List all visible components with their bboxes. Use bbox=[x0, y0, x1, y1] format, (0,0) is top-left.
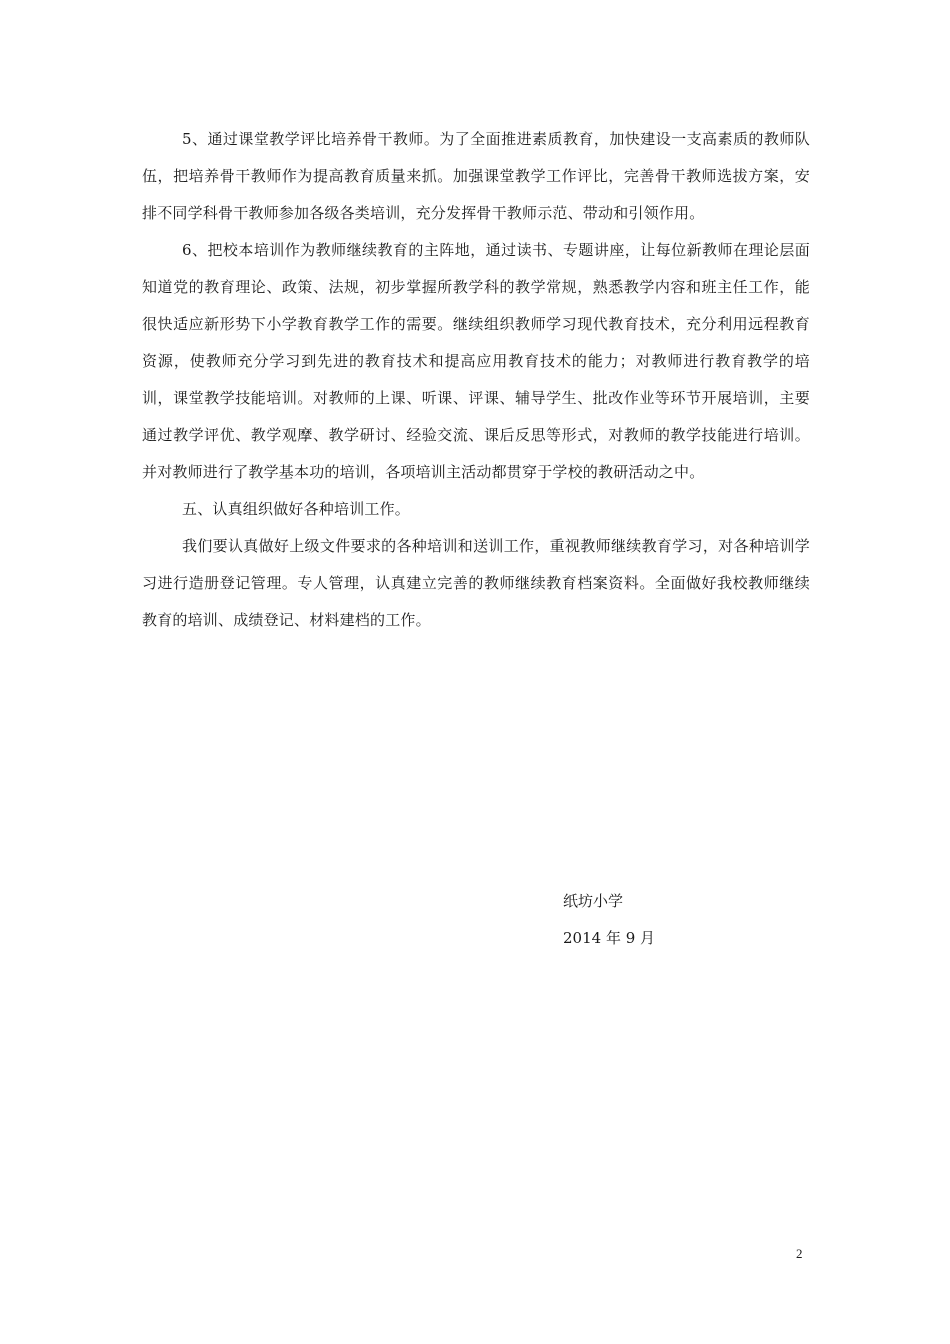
paragraph-item-6: 6、把校本培训作为教师继续教育的主阵地，通过读书、专题讲座，让每位新教师在理论层面知道党的教育理论、政策、法规，初步掌握所教学科的教学常规，熟悉教学内容和班主任工作，能很快适应新形势下小学教育教学工作的需要。继续组织教师学习现代教育技术，充分利用远程教育资源，使教师充分学习到先进的教育技术和提高应用教育技术的能力；对教师进行教育教学的培训，课堂教学技能培训。对教师的上课、听课、评课、辅导学生、批改作业等环节开展培训，主要通过教学评优、教学观摩、教学研讨、经验交流、课后反思等形式，对教师的教学技能进行培训。并对教师进行了教学基本功的培训，各项培训主活动都贯穿于学校的教研活动之中。 bbox=[142, 241, 810, 481]
page-number: 2 bbox=[796, 1246, 803, 1261]
paragraph-item-5: 5、通过课堂教学评比培养骨干教师。为了全面推进素质教育，加快建设一支高素质的教师队伍，把培养骨干教师作为提高教育质量来抓。加强课堂教学工作评比，完善骨干教师选拔方案，安排不同学科骨干教师参加各级各类培训，充分发挥骨干教师示范、带动和引领作用。 bbox=[142, 130, 810, 222]
section-heading-5: 五、认真组织做好各种培训工作。 bbox=[182, 500, 411, 518]
signature-date: 2014 年 9 月 bbox=[563, 929, 656, 947]
signature-block bbox=[563, 883, 655, 957]
signature-school: 纸坊小学 bbox=[563, 892, 624, 910]
paragraph-training-work: 我们要认真做好上级文件要求的各种培训和送训工作，重视教师继续教育学习，对各种培训学习进行造册登记管理。专人管理，认真建立完善的教师继续教育档案资料。全面做好我校教师继续教育的培训、成绩登记、材料建档的工作。 bbox=[142, 537, 810, 629]
document-body bbox=[142, 121, 810, 639]
